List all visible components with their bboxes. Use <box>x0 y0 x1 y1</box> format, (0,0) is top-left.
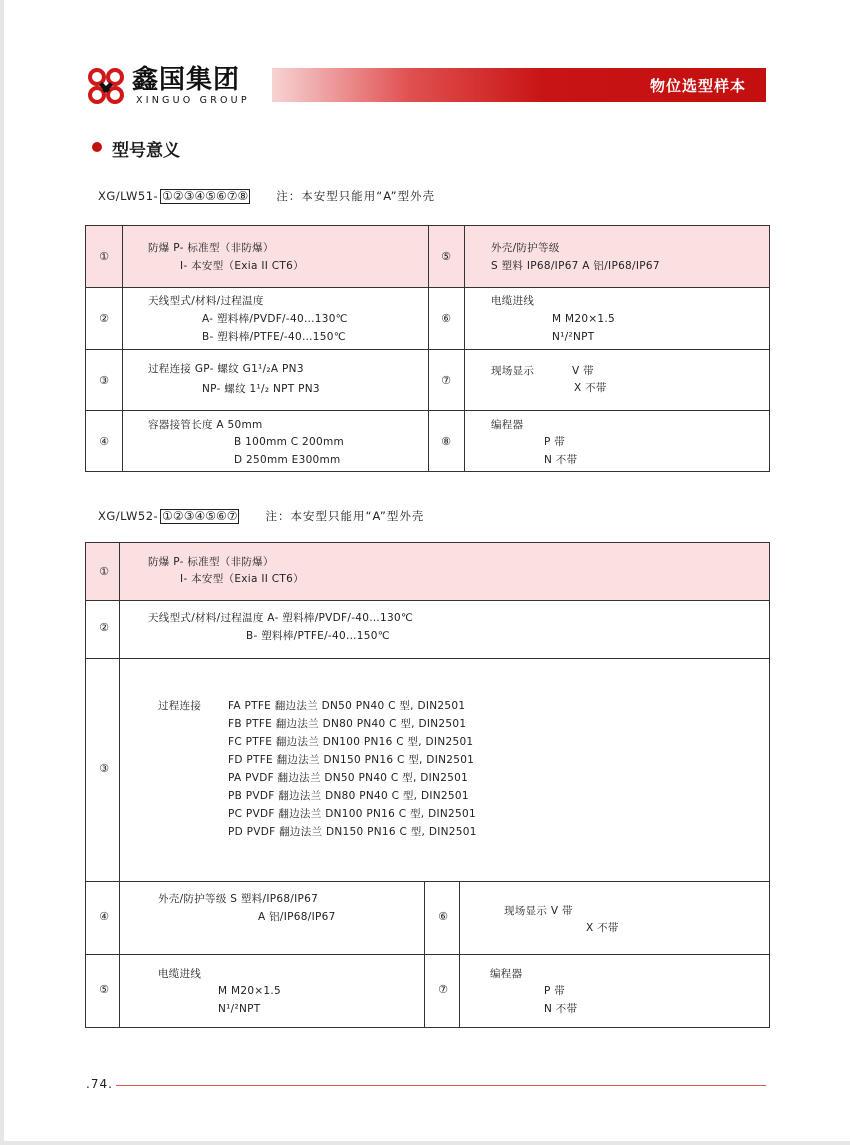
table-row <box>86 600 769 658</box>
row-text: V 带 <box>572 365 594 377</box>
section-title: 型号意义 <box>112 141 180 161</box>
row-text: 天线型式/材料/过程温度 A- 塑料棒/PVDF/-40…130℃ <box>148 612 414 624</box>
lw51-note: 注：本安型只能用“A”型外壳 <box>276 189 436 203</box>
header-banner <box>272 68 766 102</box>
list-item: FC PTFE 翻边法兰 DN100 PN16 C 型, DIN2501 <box>228 736 474 748</box>
column-divider <box>428 226 429 471</box>
row-text: 电缆进线 <box>158 968 202 980</box>
row-text: NP- 螺纹 1¹/₂ NPT PN3 <box>202 383 320 395</box>
row-text: N¹/²NPT <box>552 331 595 343</box>
row-text: 外壳/防护等级 S 塑料/IP68/IP67 <box>158 893 319 905</box>
lw52-code-prefix: XG/LW52- <box>98 509 159 523</box>
list-item: PC PVDF 翻边法兰 DN100 PN16 C 型, DIN2501 <box>228 808 476 820</box>
list-item: PB PVDF 翻边法兰 DN80 PN40 C 型, DIN2501 <box>228 790 469 802</box>
row-number: ③ <box>99 762 109 775</box>
logo-knot-icon <box>86 66 126 106</box>
row-text: X 不带 <box>586 922 619 934</box>
row-text: 外壳/防护等级 <box>491 242 560 254</box>
banner-title: 物位选型样本 <box>649 77 746 95</box>
row-text: N¹/²NPT <box>218 1003 261 1015</box>
row-number: ③ <box>99 374 109 387</box>
table-row <box>86 881 769 954</box>
row-number: ④ <box>99 910 109 923</box>
column-divider <box>119 543 120 1027</box>
row-number: ② <box>99 621 109 634</box>
row-number: ⑤ <box>99 983 109 996</box>
list-item: PA PVDF 翻边法兰 DN50 PN40 C 型, DIN2501 <box>228 772 469 784</box>
row-text: 编程器 <box>491 419 524 431</box>
footer-rule <box>116 1085 766 1086</box>
lw52-model-line <box>98 508 424 524</box>
row-text: 现场显示 <box>491 365 535 377</box>
row-text: B- 塑料棒/PTFE/-40…150℃ <box>246 630 390 642</box>
row-text: N 不带 <box>544 454 578 466</box>
row-text: S 塑料 IP68/IP67 A 铝/IP68/IP67 <box>491 260 660 272</box>
column-divider <box>459 881 460 1027</box>
row-text: P 带 <box>544 436 566 448</box>
lw51-model-line <box>98 188 435 204</box>
column-divider <box>122 226 123 471</box>
row-number: ⑧ <box>441 435 451 448</box>
column-divider <box>464 226 465 471</box>
row-text: A 铝/IP68/IP67 <box>258 911 336 923</box>
lw52-code-slots: ①②③④⑤⑥⑦ <box>162 509 238 523</box>
row-number: ⑦ <box>438 983 448 996</box>
page-frame-bottom <box>0 1141 850 1145</box>
lw51-table <box>85 225 770 472</box>
table-row <box>86 543 769 600</box>
row-text: 天线型式/材料/过程温度 <box>148 295 264 307</box>
row-label: 过程连接 <box>158 700 202 712</box>
row-text: A- 塑料棒/PVDF/-40…130℃ <box>202 313 348 325</box>
row-number: ① <box>99 565 109 578</box>
row-text: X 不带 <box>574 382 607 394</box>
row-number: ⑥ <box>441 312 451 325</box>
row-text: P 带 <box>544 985 566 997</box>
row-text: 过程连接 GP- 螺纹 G1¹/₂A PN3 <box>148 363 304 375</box>
page-frame-left <box>0 0 4 1145</box>
row-text: B- 塑料棒/PTFE/-40…150℃ <box>202 331 346 343</box>
list-item: FD PTFE 翻边法兰 DN150 PN16 C 型, DIN2501 <box>228 754 475 766</box>
row-text: 电缆进线 <box>491 295 535 307</box>
row-text: 容器接管长度 A 50mm <box>148 419 263 431</box>
row-text: D 250mm E300mm <box>234 454 341 466</box>
table-row <box>86 658 769 881</box>
list-item: PD PVDF 翻边法兰 DN150 PN16 C 型, DIN2501 <box>228 826 477 838</box>
row-text: M M20×1.5 <box>552 313 616 325</box>
row-text: B 100mm C 200mm <box>234 436 345 448</box>
row-number: ④ <box>99 435 109 448</box>
row-text: 防爆 P- 标准型（非防爆） <box>148 242 274 254</box>
table-row <box>86 954 769 1027</box>
row-number: ⑤ <box>441 250 451 263</box>
row-text: 防爆 P- 标准型（非防爆） <box>148 556 274 568</box>
logo-english-name: XINGUO GROUP <box>136 95 250 106</box>
row-number: ⑥ <box>438 910 448 923</box>
lw51-code-prefix: XG/LW51- <box>98 189 159 203</box>
row-text: 现场显示 V 带 <box>504 905 573 917</box>
row-text: I- 本安型（Exia II CT6） <box>180 260 304 272</box>
page-number: .74. <box>86 1077 113 1091</box>
row-number: ⑦ <box>441 374 451 387</box>
row-number: ① <box>99 250 109 263</box>
bullet-icon <box>92 142 102 152</box>
row-text: 编程器 <box>490 968 523 980</box>
column-divider <box>424 881 425 1027</box>
row-number: ② <box>99 312 109 325</box>
lw52-table <box>85 542 770 1028</box>
list-item: FB PTFE 翻边法兰 DN80 PN40 C 型, DIN2501 <box>228 718 467 730</box>
lw51-code-slots: ①②③④⑤⑥⑦⑧ <box>162 189 249 203</box>
company-logo <box>86 66 266 106</box>
row-text: N 不带 <box>544 1003 578 1015</box>
list-item: FA PTFE 翻边法兰 DN50 PN40 C 型, DIN2501 <box>228 700 466 712</box>
row-text: M M20×1.5 <box>218 985 282 997</box>
row-text: I- 本安型（Exia II CT6） <box>180 573 304 585</box>
lw52-note: 注：本安型只能用“A”型外壳 <box>265 509 425 523</box>
logo-chinese-name: 鑫国集团 <box>132 65 241 95</box>
